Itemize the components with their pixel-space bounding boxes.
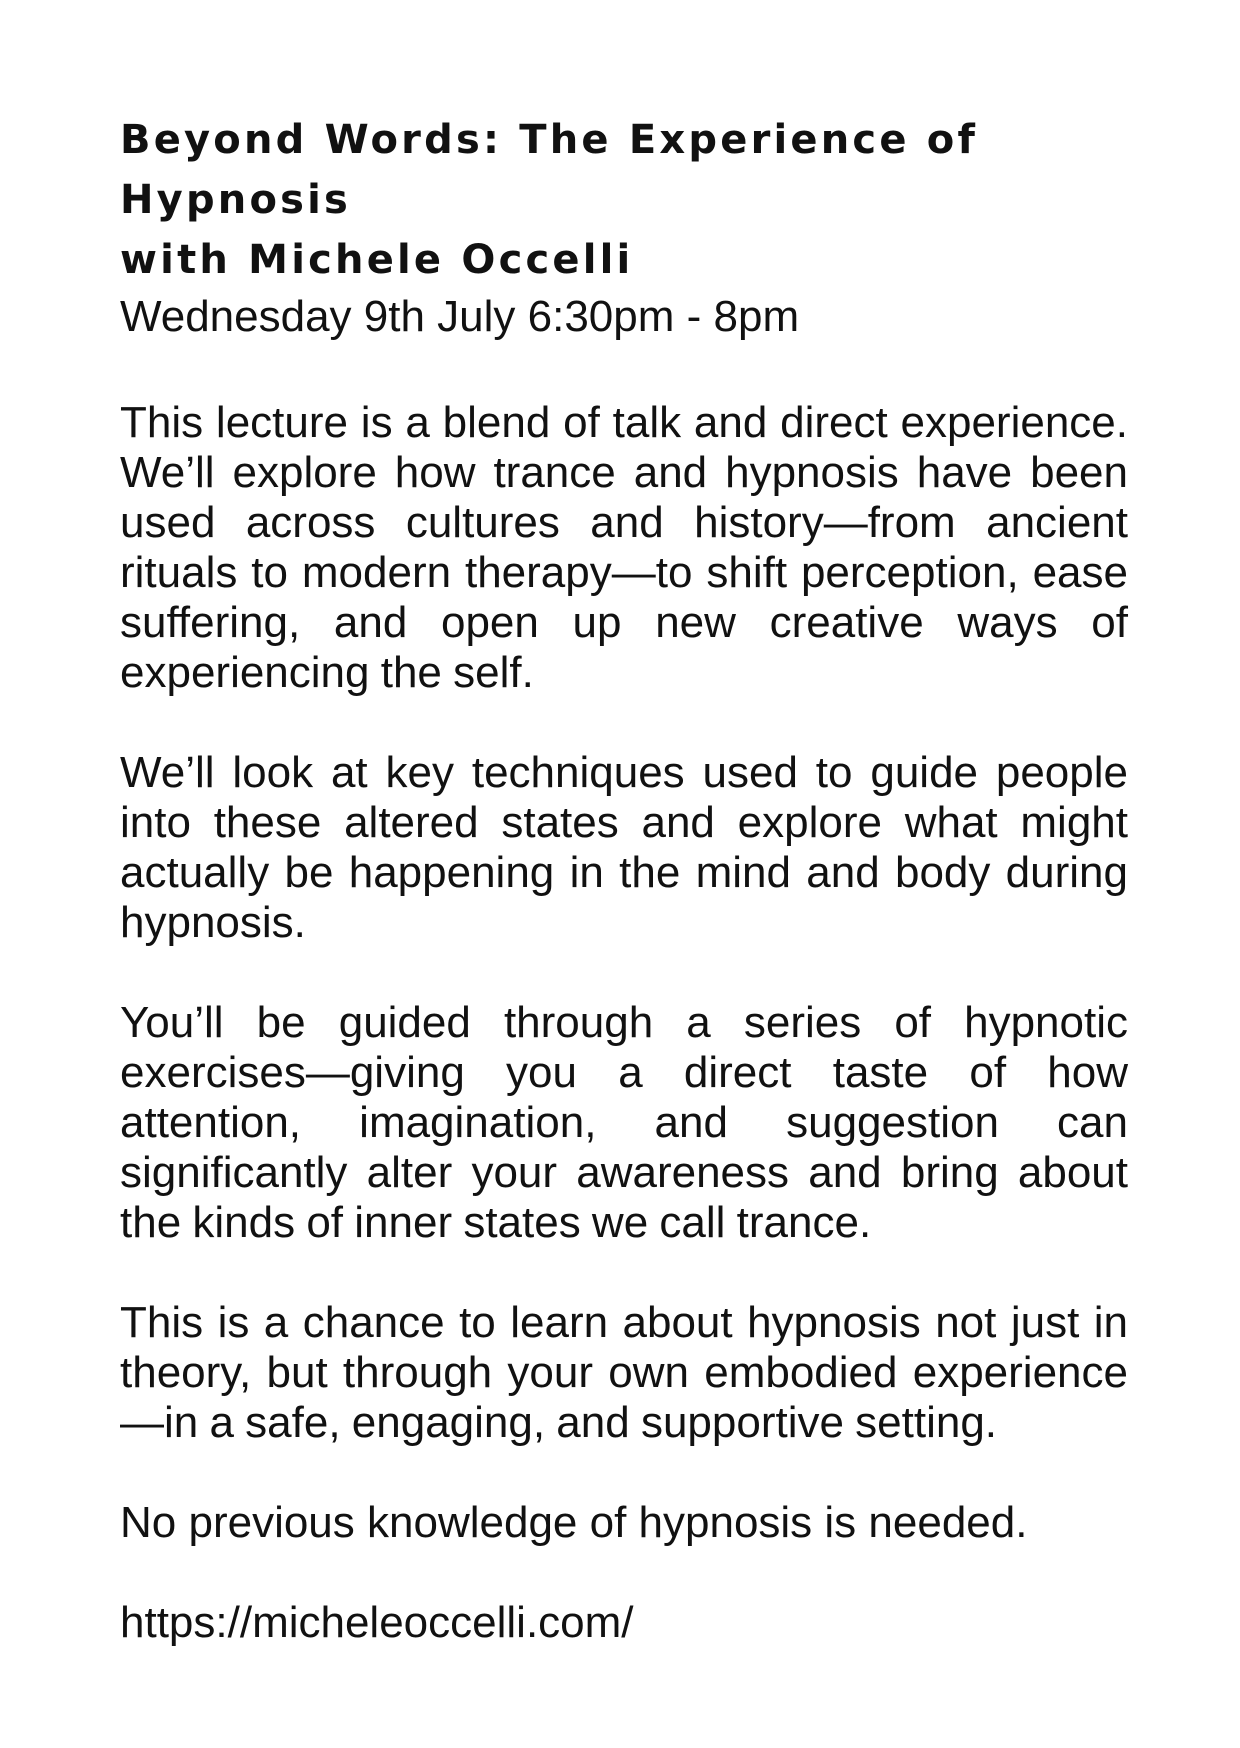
event-flyer bbox=[120, 110, 1128, 1648]
description-paragraph-4: This is a chance to learn about hypnosis not just in theory, but through your own embodied experience—in a safe, engaging, and supportive setting. bbox=[120, 1298, 1128, 1447]
description-paragraph-1: This lecture is a blend of talk and direct experience. We’ll explore how trance and hypnosis have been used across cultures and history—from ancient rituals to modern therapy—to shift perception, ease suffering, and open up new creative ways of experiencing the self. bbox=[120, 398, 1128, 697]
description-paragraph-2: We’ll look at key techniques used to guide people into these altered states and explore what might actually be happening in the mind and body during hypnosis. bbox=[120, 748, 1128, 947]
prerequisite-note: No previous knowledge of hypnosis is needed. bbox=[120, 1498, 1028, 1547]
description-paragraph-3: You’ll be guided through a series of hypnotic exercises—giving you a direct taste of how attention, imagination, and suggestion can significantly alter your awareness and bring about the kinds of inner states we call trance. bbox=[120, 998, 1128, 1247]
website-link[interactable]: https://micheleoccelli.com/ bbox=[120, 1598, 634, 1647]
event-title-line-2: with Michele Occelli bbox=[120, 237, 634, 283]
event-title-line-1: Beyond Words: The Experience of Hypnosis bbox=[120, 117, 979, 223]
event-datetime: Wednesday 9th July 6:30pm - 8pm bbox=[120, 292, 800, 341]
